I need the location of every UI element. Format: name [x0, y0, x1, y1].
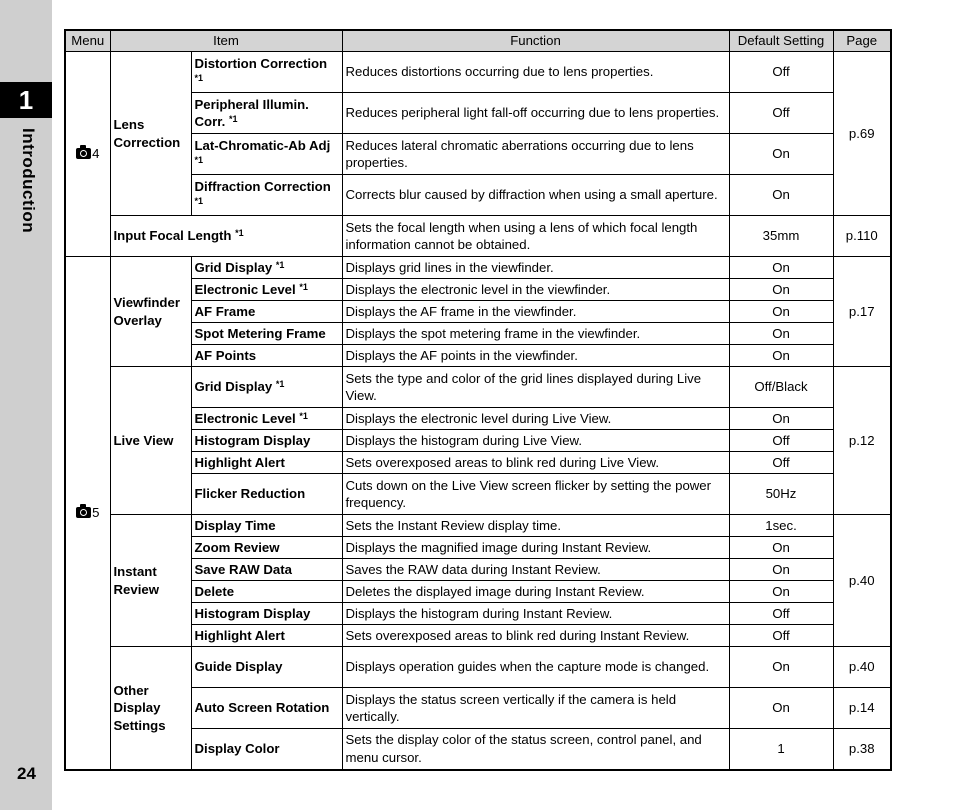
table-row — [65, 216, 891, 257]
default-cell: 50Hz — [729, 474, 833, 515]
group-instant-review: Instant Review — [110, 515, 191, 647]
function-cell: Displays the electronic level during Live View. — [342, 408, 729, 430]
function-cell: Displays the AF frame in the viewfinder. — [342, 301, 729, 323]
settings-table — [64, 29, 892, 771]
function-cell: Reduces lateral chromatic aberrations occurring due to lens properties. — [342, 134, 729, 175]
default-cell: On — [729, 647, 833, 688]
function-cell: Sets overexposed areas to blink red during Live View. — [342, 452, 729, 474]
function-cell: Sets overexposed areas to blink red during Instant Review. — [342, 625, 729, 647]
default-cell: On — [729, 408, 833, 430]
item-cell: Save RAW Data — [191, 559, 342, 581]
default-cell: Off — [729, 430, 833, 452]
footnote-mark: *1 — [299, 410, 308, 421]
group-viewfinder-overlay: Viewfinder Overlay — [110, 257, 191, 367]
camera-icon — [76, 507, 91, 518]
function-cell: Sets the display color of the status screen, control panel, and menu cursor. — [342, 729, 729, 770]
header-function: Function — [342, 30, 729, 52]
item-cell: AF Points — [191, 345, 342, 367]
table-row — [65, 647, 891, 688]
function-cell: Displays the magnified image during Instant Review. — [342, 537, 729, 559]
footnote-mark: *1 — [299, 281, 308, 292]
item-cell: Spot Metering Frame — [191, 323, 342, 345]
menu-cell-4 — [65, 52, 110, 257]
item-cell — [110, 216, 342, 257]
footnote-mark: *1 — [235, 228, 244, 239]
item-label: Diffraction Correction — [194, 178, 331, 194]
default-cell: On — [729, 537, 833, 559]
item-label: Electronic Level — [194, 410, 296, 426]
header-menu: Menu — [65, 30, 110, 52]
item-cell — [191, 93, 342, 134]
default-cell: On — [729, 279, 833, 301]
item-label: Distortion Correction — [194, 55, 328, 71]
item-cell: Highlight Alert — [191, 625, 342, 647]
item-cell — [191, 408, 342, 430]
footnote-mark: *1 — [275, 379, 285, 390]
function-cell: Reduces distortions occurring due to lens properties. — [342, 52, 729, 93]
default-cell: 1sec. — [729, 515, 833, 537]
default-cell: On — [729, 559, 833, 581]
item-cell: Auto Screen Rotation — [191, 688, 342, 729]
page-ref: p.69 — [833, 52, 891, 216]
group-other-display: Other Display Settings — [110, 647, 191, 770]
table-row — [65, 515, 891, 537]
page-number: 24 — [17, 764, 36, 783]
menu-cell-5 — [65, 257, 110, 770]
item-cell: Flicker Reduction — [191, 474, 342, 515]
function-cell: Displays the spot metering frame in the viewfinder. — [342, 323, 729, 345]
item-cell: Display Color — [191, 729, 342, 770]
chapter-title: Introduction — [19, 128, 38, 234]
function-cell: Displays the histogram during Live View. — [342, 430, 729, 452]
table-row — [65, 367, 891, 408]
table-row — [65, 257, 891, 279]
function-cell: Displays grid lines in the viewfinder. — [342, 257, 729, 279]
default-cell: Off — [729, 625, 833, 647]
page-ref: p.40 — [833, 515, 891, 647]
page-ref: p.17 — [833, 257, 891, 367]
default-cell: On — [729, 257, 833, 279]
item-label: Lat-Chromatic-Ab Adj — [194, 137, 331, 153]
function-cell: Saves the RAW data during Instant Review. — [342, 559, 729, 581]
default-cell: On — [729, 323, 833, 345]
default-cell: Off/Black — [729, 367, 833, 408]
item-cell: Delete — [191, 581, 342, 603]
item-cell: Display Time — [191, 515, 342, 537]
item-cell: Histogram Display — [191, 430, 342, 452]
function-cell: Displays operation guides when the capture mode is changed. — [342, 647, 729, 688]
menu-number: 4 — [92, 146, 100, 162]
footnote-mark: *1 — [194, 196, 204, 206]
item-cell — [191, 175, 342, 216]
function-cell: Sets the focal length when using a lens of which focal length information cannot be obtained. — [342, 216, 729, 257]
default-cell: On — [729, 688, 833, 729]
item-label: Electronic Level — [194, 281, 296, 297]
page-ref: p.40 — [833, 647, 891, 688]
group-lens-correction: Lens Correction — [110, 52, 191, 216]
footnote-mark: *1 — [228, 114, 238, 124]
default-cell: On — [729, 134, 833, 175]
chapter-sidebar — [0, 0, 52, 810]
function-cell: Sets the type and color of the grid lines displayed during Live View. — [342, 367, 729, 408]
default-cell: Off — [729, 52, 833, 93]
default-cell: On — [729, 301, 833, 323]
item-cell — [191, 257, 342, 279]
item-label: Peripheral Illumin. Corr. — [194, 96, 309, 129]
default-cell: 35mm — [729, 216, 833, 257]
item-cell — [191, 134, 342, 175]
table-header-row — [65, 30, 891, 52]
header-default-setting: Default Setting — [729, 30, 833, 52]
default-cell: 1 — [729, 729, 833, 770]
header-page: Page — [833, 30, 891, 52]
page-ref: p.110 — [833, 216, 891, 257]
item-cell — [191, 52, 342, 93]
camera-icon — [76, 148, 91, 159]
function-cell: Deletes the displayed image during Instant Review. — [342, 581, 729, 603]
footnote-mark: *1 — [194, 73, 204, 83]
function-cell: Sets the Instant Review display time. — [342, 515, 729, 537]
function-cell: Corrects blur caused by diffraction when using a small aperture. — [342, 175, 729, 216]
function-cell: Displays the status screen vertically if the camera is held vertically. — [342, 688, 729, 729]
default-cell: Off — [729, 603, 833, 625]
item-cell — [191, 279, 342, 301]
page-ref: p.12 — [833, 367, 891, 515]
group-live-view: Live View — [110, 367, 191, 515]
item-label: Grid Display — [194, 259, 273, 275]
footnote-mark: *1 — [275, 259, 285, 270]
default-cell: Off — [729, 452, 833, 474]
header-item: Item — [110, 30, 342, 52]
function-cell: Displays the AF points in the viewfinder. — [342, 345, 729, 367]
default-cell: Off — [729, 93, 833, 134]
page-ref: p.14 — [833, 688, 891, 729]
item-cell: Zoom Review — [191, 537, 342, 559]
footnote-mark: *1 — [194, 155, 204, 165]
function-cell: Reduces peripheral light fall-off occurring due to lens properties. — [342, 93, 729, 134]
chapter-number: 1 — [0, 82, 52, 118]
default-cell: On — [729, 345, 833, 367]
item-cell: Guide Display — [191, 647, 342, 688]
item-cell: Histogram Display — [191, 603, 342, 625]
item-cell: Highlight Alert — [191, 452, 342, 474]
function-cell: Displays the histogram during Instant Review. — [342, 603, 729, 625]
menu-number: 5 — [92, 505, 100, 520]
item-cell: AF Frame — [191, 301, 342, 323]
function-cell: Displays the electronic level in the viewfinder. — [342, 279, 729, 301]
default-cell: On — [729, 175, 833, 216]
item-cell — [191, 367, 342, 408]
default-cell: On — [729, 581, 833, 603]
page-ref: p.38 — [833, 729, 891, 770]
table-row — [65, 52, 891, 93]
item-label: Input Focal Length — [113, 228, 232, 244]
function-cell: Cuts down on the Live View screen flicker by setting the power frequency. — [342, 474, 729, 515]
item-label: Grid Display — [194, 379, 273, 395]
